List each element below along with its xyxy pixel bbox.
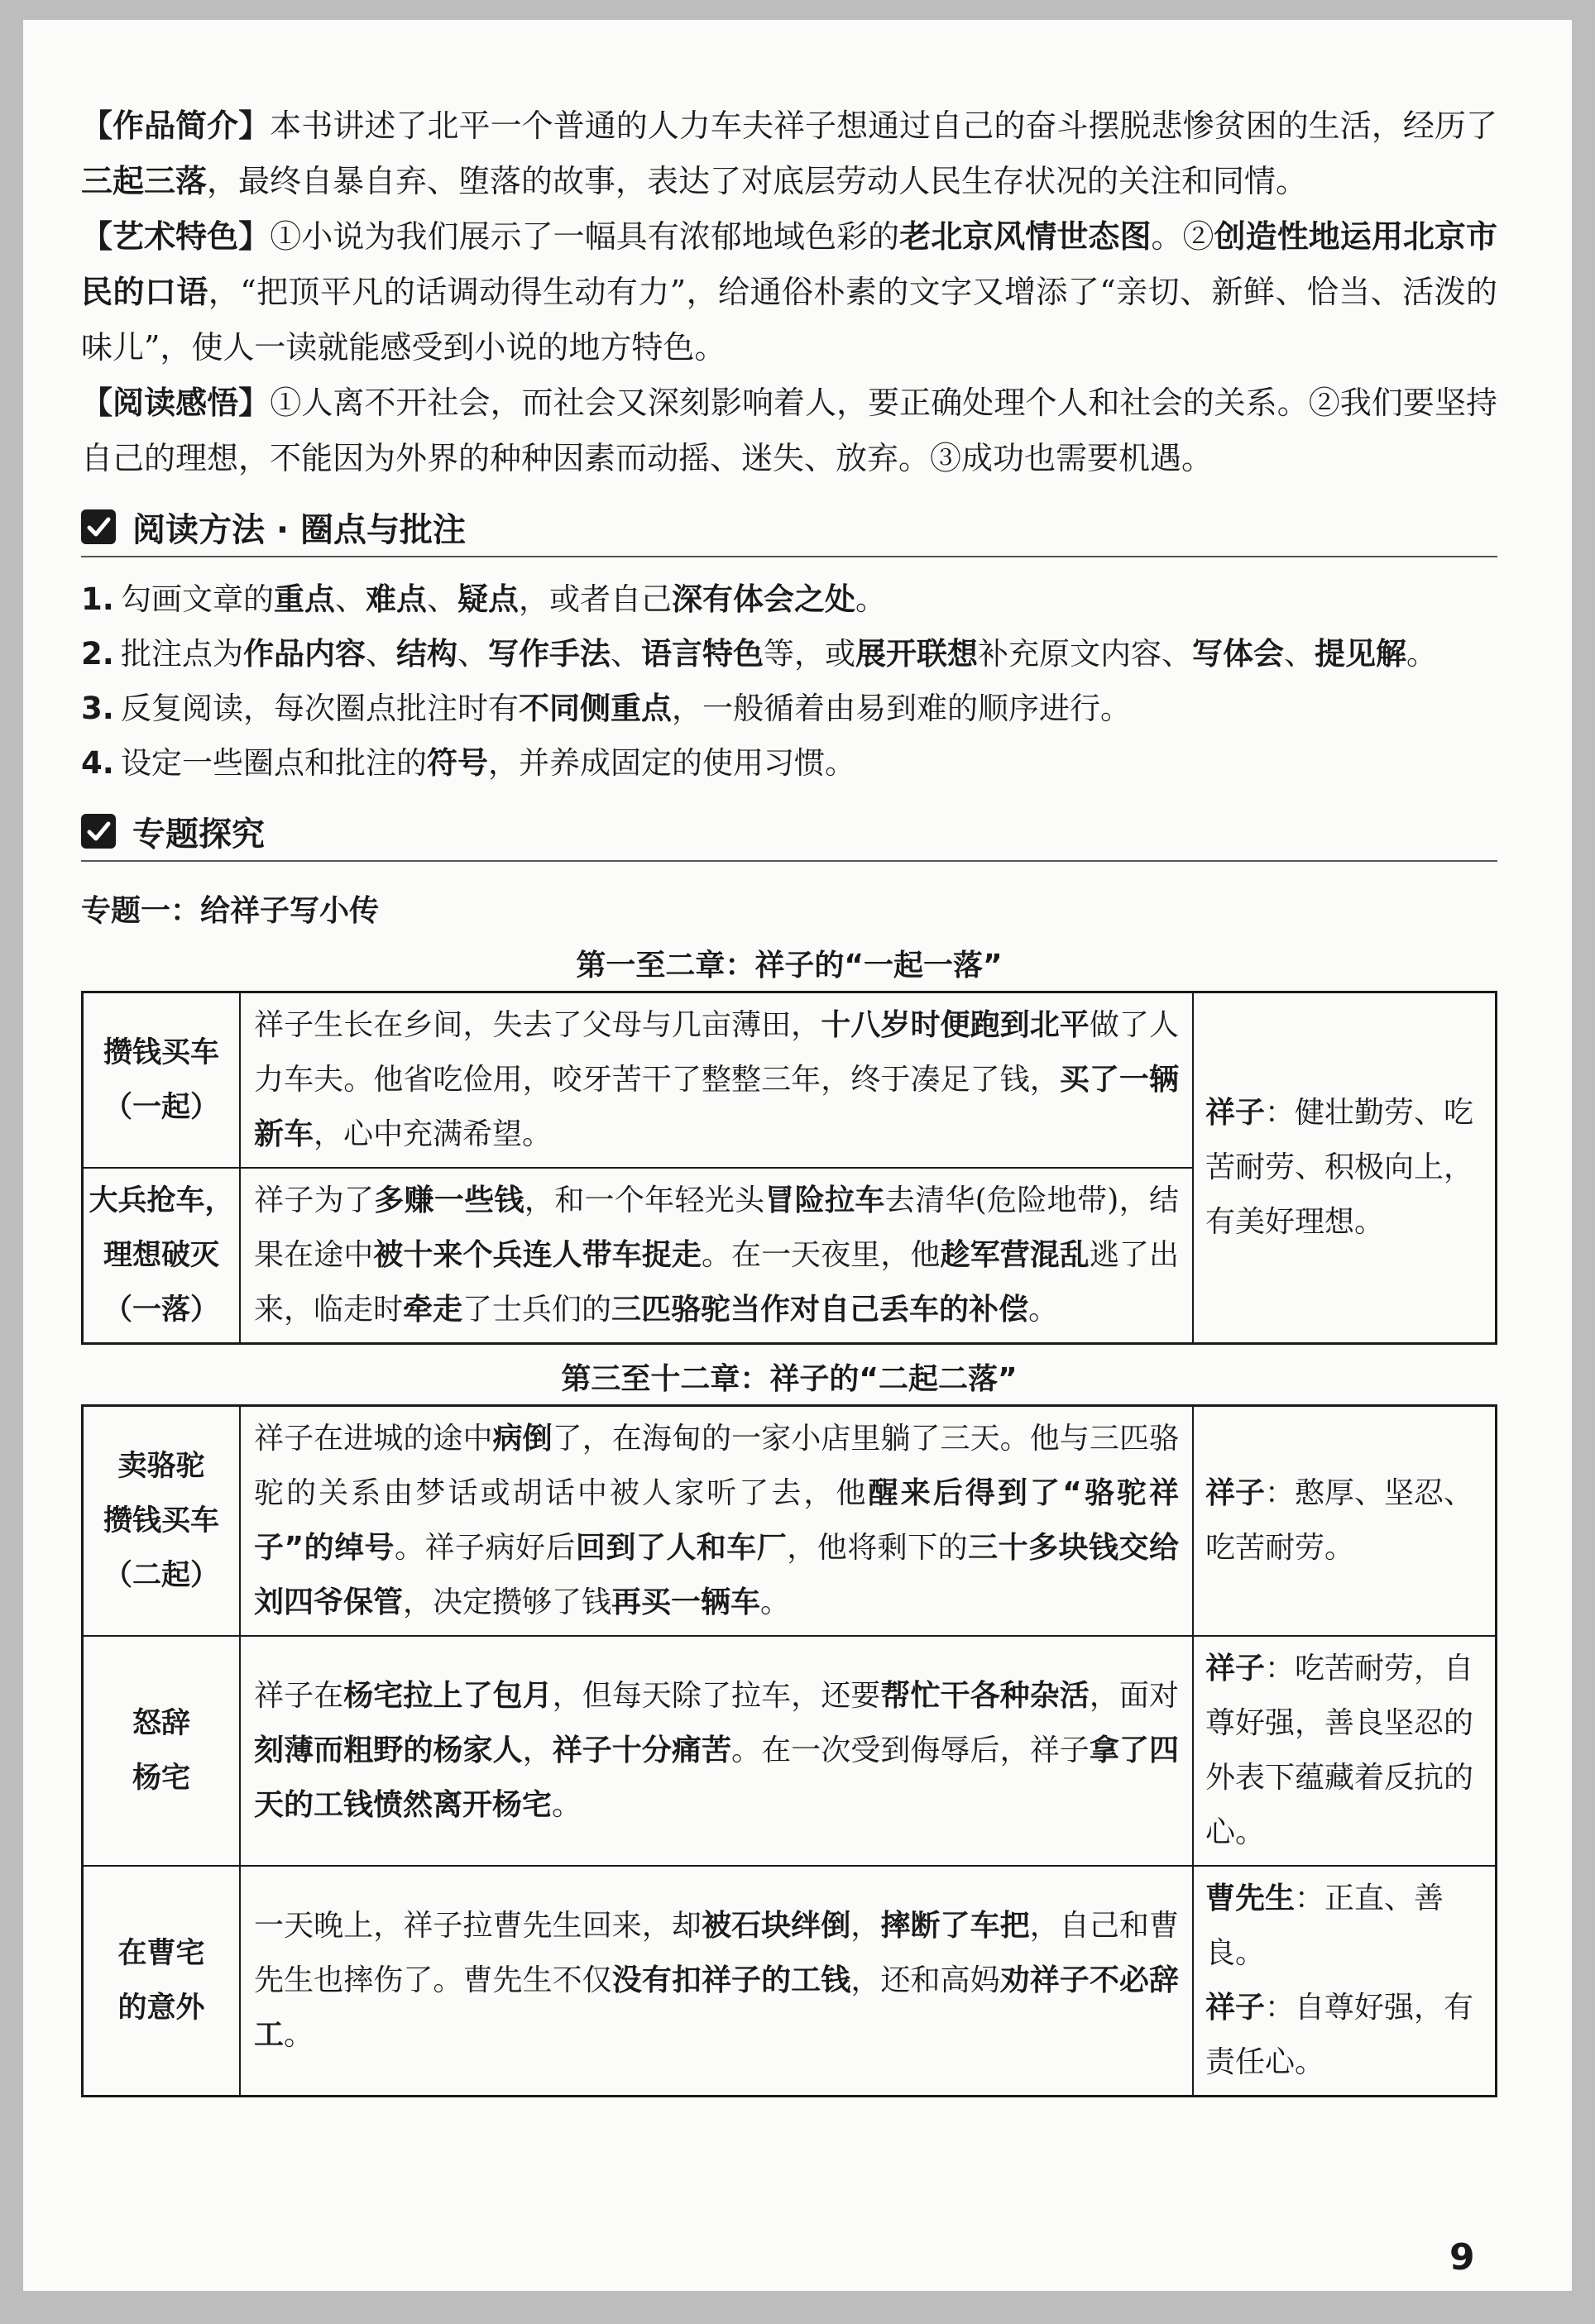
table2	[81, 1404, 1497, 2097]
table1	[81, 991, 1497, 1345]
row-label: 大兵抢车， 理想破灭 （一落）	[83, 1168, 241, 1344]
list-item: 4. 设定一些圈点和批注的符号，并养成固定的使用习惯。	[81, 745, 855, 781]
table-row	[83, 1866, 1497, 2097]
row-text: 祥子生长在乡间，失去了父母与几亩薄田，十八岁时便跑到北平做了人力车夫。他省吃俭用，咬牙苦干了整整三年，终于凑足了钱，买了一辆新车，心中充满希望。	[240, 992, 1193, 1169]
content	[81, 98, 1497, 2097]
table-row	[83, 1636, 1497, 1866]
intro-reflection: 【阅读感悟】①人离不开社会，而社会又深刻影响着人，要正确处理个人和社会的关系。②我们要坚持自己的理想，不能因为外界的种种因素而动摇、迷失、放弃。③成功也需要机遇。	[81, 385, 1497, 476]
section-title: 阅读方法 · 圈点与批注	[132, 510, 467, 549]
page	[23, 20, 1572, 2291]
topic-title: 专题一：给祥子写小传	[81, 894, 380, 928]
table1-title: 第一至二章：祥子的“一起一落”	[576, 949, 1003, 983]
section-title: 专题探究	[132, 815, 265, 854]
intro-summary: 【作品简介】本书讲述了北平一个普通的人力车夫祥子想通过自己的奋斗摆脱悲惨贫困的生活，经历了三起三落，最终自暴自弃、堕落的故事，表达了对底层劳动人民生存状况的关注和同情。	[81, 108, 1497, 199]
intro-art-features: 【艺术特色】①小说为我们展示了一幅具有浓郁地域色彩的老北京风情世态图。②创造性地运用北京市民的口语，“把顶平凡的话调动得生动有力”，给通俗朴素的文字又增添了“亲切、新鲜、恰当、活泼的味儿”，使人一读就能感受到小说的地方特色。	[81, 218, 1497, 366]
section-reading-method-header	[81, 498, 1497, 557]
row-text: 祥子在杨宅拉上了包月，但每天除了拉车，还要帮忙干各种杂活，面对刻薄而粗野的杨家人，祥子十分痛苦。在一次受到侮辱后，祥子拿了四天的工钱愤然离开杨宅。	[240, 1636, 1193, 1866]
checkmark-icon	[81, 509, 116, 544]
section-topic-header	[81, 802, 1497, 862]
row-label: 怒辞 杨宅	[83, 1636, 241, 1866]
row-label: 攒钱买车 （一起）	[83, 992, 241, 1169]
row-text: 祥子为了多赚一些钱，和一个年轻光头冒险拉车去清华(危险地带)，结果在途中被十来个兵连人带车捉走。在一天夜里，他趁军营混乱逃了出来，临走时牵走了士兵们的三匹骆驼当作对自己丢车的补偿。	[240, 1168, 1193, 1344]
table-row	[83, 1406, 1497, 1637]
character-comment: 祥子：憨厚、坚忍、吃苦耐劳。	[1193, 1406, 1497, 1637]
row-label: 在曹宅 的意外	[83, 1866, 241, 2097]
list-item: 3. 反复阅读，每次圈点批注时有不同侧重点，一般循着由易到难的顺序进行。	[81, 691, 1131, 726]
checkmark-icon	[81, 814, 116, 849]
row-label: 卖骆驼 攒钱买车 （二起）	[83, 1406, 241, 1637]
row-text: 祥子在进城的途中病倒了，在海甸的一家小店里躺了三天。他与三匹骆驼的关系由梦话或胡话中被人家听了去，他醒来后得到了“骆驼祥子”的绰号。祥子病好后回到了人和车厂，他将剩下的三十多块钱交给刘四爷保管，决定攒够了钱再买一辆车。	[240, 1406, 1193, 1637]
page-number: 9	[1449, 2236, 1475, 2279]
list-item: 1. 勾画文章的重点、难点、疑点，或者自己深有体会之处。	[81, 581, 886, 617]
table2-title: 第三至十二章：祥子的“二起二落”	[561, 1362, 1018, 1396]
character-comment: 祥子：吃苦耐劳，自尊好强，善良坚忍的外表下蕴藏着反抗的心。	[1193, 1636, 1497, 1866]
character-comment: 曹先生：正直、善良。 祥子：自尊好强，有责任心。	[1193, 1866, 1497, 2097]
row-text: 一天晚上，祥子拉曹先生回来，却被石块绊倒，摔断了车把，自己和曹先生也摔伤了。曹先生不仅没有扣祥子的工钱，还和高妈劝祥子不必辞工。	[240, 1866, 1193, 2097]
reading-method-list	[81, 572, 1497, 791]
table-row	[83, 992, 1497, 1169]
list-item: 2. 批注点为作品内容、结构、写作手法、语言特色等，或展开联想补充原文内容、写体会、提见解。	[81, 636, 1437, 672]
character-comment: 祥子：健壮勤劳、吃苦耐劳、积极向上，有美好理想。	[1193, 992, 1497, 1344]
